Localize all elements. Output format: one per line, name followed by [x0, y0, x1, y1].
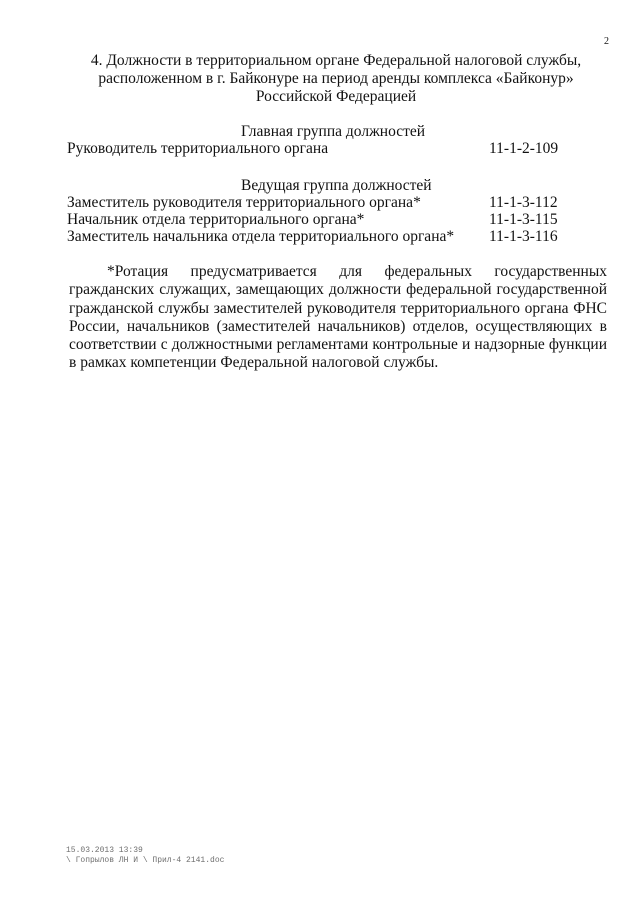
position-row	[67, 211, 587, 228]
section-title-line-2: расположенном в г. Байконуре на период аренды комплекса «Байконур»	[98, 70, 574, 87]
position-code: 11-1-3-116	[489, 228, 558, 245]
position-code: 11-1-2-109	[489, 140, 559, 157]
group-heading-main: Главная группа должностей	[241, 123, 426, 140]
position-name: Заместитель начальника отдела территориального органа*	[67, 228, 455, 245]
page-number: 2	[604, 36, 609, 47]
group-lead	[67, 177, 587, 245]
position-row	[67, 140, 587, 157]
group-heading-lead: Ведущая группа должностей	[241, 177, 432, 194]
position-name: Руководитель территориального органа	[67, 140, 329, 157]
section-title-line-1: 4. Должности в территориальном органе Федеральной налоговой службы,	[90, 52, 582, 69]
position-code: 11-1-3-112	[489, 194, 558, 211]
file-stamp	[66, 846, 224, 866]
position-name: Заместитель руководителя территориального органа*	[67, 194, 421, 211]
position-code: 11-1-3-115	[489, 211, 558, 228]
position-name: Начальник отдела территориального органа*	[67, 211, 365, 228]
section-title	[66, 52, 606, 106]
position-row	[67, 228, 587, 245]
group-main	[67, 123, 587, 157]
section-title-line-3: Российской Федерацией	[255, 88, 417, 105]
file-stamp-path: \ Гопрылов ЛН И \ Прил-4 2141.doc	[66, 856, 225, 865]
footnote: *Ротация предусматривается для федеральных государственных гражданских служащих, замещающих должности федеральной государственной гражданской службы заместителей руководителя территориального органа ФНС России, начальников (заместителей начальников) отделов, осуществляющих в соответствии с должностными регламентами контрольные и надзорные функции в рамках компетенции Федеральной налоговой службы.	[69, 263, 607, 372]
position-row	[67, 194, 587, 211]
file-stamp-date: 15.03.2013 13:39	[66, 846, 143, 855]
